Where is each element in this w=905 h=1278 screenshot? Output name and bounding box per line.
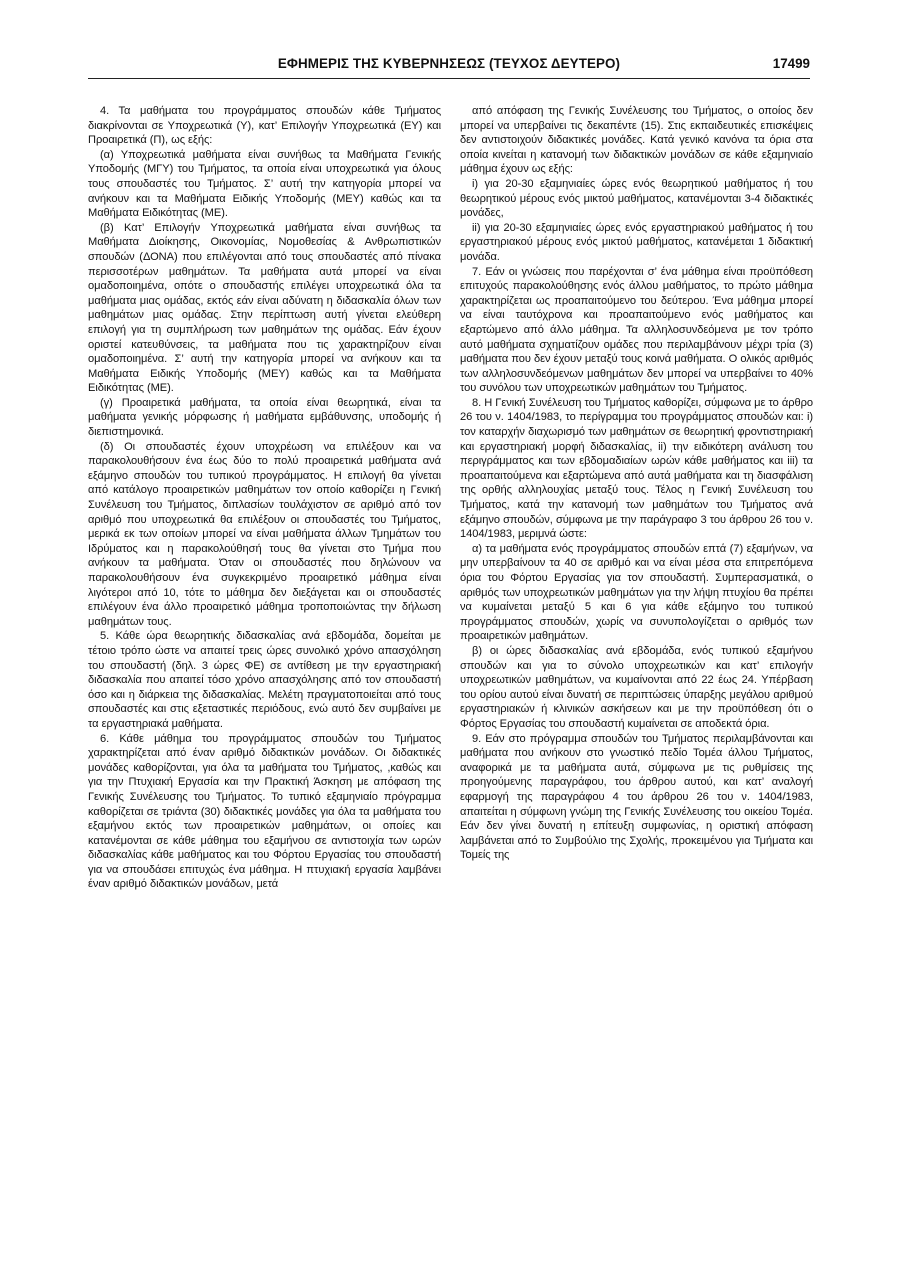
paragraph: 4. Τα μαθήματα του προγράμματος σπουδών κάθε Τμήματος διακρίνονται σε Υποχρεωτικά (Υ), κατ’ Επιλογήν Υποχρεωτικά (ΕΥ) και Προαιρετικά (Π), ως εξής: (88, 105, 441, 147)
paragraph: 8. Η Γενική Συνέλευση του Τμήματος καθορίζει, σύμφωνα με το άρθρο 26 του ν. 1404/1983, το περίγραμμα του προγράμματος σπουδών και: i) τον καταρχήν διαχωρισμό των μαθημάτων σε θεωρητική φροντιστηριακή και εργαστηριακή μορφή διδασκαλίας, ii) την ειδικότερη ανάλυση του περιγράμματος και των εβδομαδιαίων ωρών κάθε μαθήματος και iii) τα προαπαιτούμενα και εξαρτώμενα από αυτά μαθήματα και τη διασφάλιση της ορθής αλληλουχίας μεταξύ τους. Τέλος η Γενική Συνέλευση του Τμήματος, κατά την κατανομή των μαθημάτων του Τμήματος ανά εξάμηνο σπουδών, σύμφωνα με την παράγραφο 3 του άρθρου 26 του ν. 1404/1983, μεριμνά ώστε: (460, 396, 813, 541)
paragraph: 9. Εάν στο πρόγραμμα σπουδών του Τμήματος περιλαμβάνονται και μαθήματα που ανήκουν στο γνωστικό πεδίο Τομέα άλλου Τμήματος, αναφορικά με τα μαθήματα αυτά, σύμφωνα με τις ρυθμίσεις της προηγούμενης παραγράφου, του άρθρου αυτού, και κατ’ αναλογή εφαρμογή της παραγράφου 4 του άρθρου 26 του ν. 1404/1983, απαιτείται η σύμφωνη γνώμη της Γενικής Συνέλευσης του οικείου Τομέα. Εάν δεν γίνει δυνατή η επίτευξη συμφωνίας, η οριστική απόφαση λαμβάνεται από το Συμβούλιο της Σχολής, προκειμένου για Τμήματα και Τομείς της (460, 732, 813, 862)
paragraph: από απόφαση της Γενικής Συνέλευσης του Τμήματος, ο οποίος δεν μπορεί να υπερβαίνει τις δεκαπέντε (15). Στις εκπαιδευτικές επισκέψεις δεν αντιστοιχούν διδακτικές μονάδες. Κατά γενικό κανόνα τα όρια στα οποία κινείται η κατανομή των διδακτικών μονάδων σε κάθε εξαμηνιαίο μάθημα έχουν ως εξής: (460, 105, 813, 176)
page-number: 17499 (772, 56, 810, 71)
paragraph: 7. Εάν οι γνώσεις που παρέχονται σ’ ένα μάθημα είναι προϋπόθεση επιτυχούς παρακολούθησης ενός άλλου μαθήματος, το πρώτο μάθημα χαρακτηρίζεται ως προαπαιτούμενο του δεύτερου. Ένα μάθημα μπορεί να είναι ταυτόχρονα και προαπαιτούμενο ενός μαθήματος και εξαρτώμενο από άλλο μάθημα. Τα αλληλοσυνδεόμενα με τον τρόπο αυτό μαθήματα σχηματίζουν ομάδες που περιλαμβάνουν μέχρι τρία (3) μαθήματα που δεν έχουν μεταξύ τους κοινά μαθήματα. Ο ολικός αριθμός των αλληλοσυνδεόμενων μαθημάτων δεν μπορεί να υπερβαίνει το 40% του συνόλου των υποχρεωτικών μαθημάτων του Τμήματος. (460, 265, 813, 395)
paragraph: β) οι ώρες διδασκαλίας ανά εβδομάδα, ενός τυπικού εξαμήνου σπουδών και για το σύνολο υποχρεωτικών και κατ’ επιλογήν υποχρεωτικών μαθημάτων, να κυμαίνονται από 22 έως 24. Υπέρβαση του ορίου αυτού είναι δυνατή σε περιπτώσεις ύπαρξης μεγάλου αριθμού εργαστηριακών ή κλινικών ασκήσεων και με την προϋπόθεση ότι ο Φόρτος Εργασίας του σπουδαστή κυμαίνεται σε αποδεκτά όρια. (460, 644, 813, 730)
gazette-title: ΕΦΗΜΕΡΙΣ ΤΗΣ ΚΥΒΕΡΝΗΣΕΩΣ (ΤΕΥΧΟΣ ΔΕΥΤΕΡΟ) (277, 56, 621, 71)
paragraph: i) για 20-30 εξαμηνιαίες ώρες ενός θεωρητικού μαθήματος ή του θεωρητικού μέρους ενός μικτού μαθήματος, κατανέμονται 3-4 διδακτικές μονάδες, (460, 177, 813, 220)
paragraph: (δ) Οι σπουδαστές έχουν υποχρέωση να επιλέξουν και να παρακολουθήσουν ένα έως δύο το πολύ προαιρετικά μαθήματα ανά εξάμηνο σπουδών του τυπικού προγράμματος. Η επιλογή θα γίνεται από κατάλογο προαιρετικών μαθημάτων τον οποίο καθορίζει η Γενική Συνέλευση του Τμήματος, διπλασίων τουλάχιστον σε αριθμό από τον αριθμό που υποχρεωτικά θα επιλέξουν οι σπουδαστές του Τμήματος, μερικά εκ των οποίων μπορεί να είναι μαθήματα άλλων Τμημάτων του Ιδρύματος και η παρακολούθησή τους θα γίνεται στο Τμήμα που ανήκουν τα μαθήματα. Όταν οι σπουδαστές που δηλώνουν να παρακολουθήσουν ένα συγκεκριμένο προαιρετικό μάθημα είναι λιγότεροι από 10, τότε το μάθημα δεν διεξάγεται και οι σπουδαστές επιλέγουν ένα άλλο προαιρετικό μάθημα τροποποιώντας την δήλωση μαθημάτων τους. (88, 440, 441, 628)
paragraph: (β) Κατ’ Επιλογήν Υποχρεωτικά μαθήματα είναι συνήθως τα Μαθήματα Διοίκησης, Οικονομίας, Νομοθεσίας & Ανθρωπιστικών σπουδών (ΔΟΝΑ) που επιλέγονται από τους σπουδαστές από πίνακα περισσοτέρων μαθημάτων. Τα μαθήματα αυτά μπορεί να είναι ομαδοποιημένα, οπότε ο σπουδαστής επιλέγει υποχρεωτικά όλα τα μαθήματα μιας ομάδας, εκτός εάν είναι αδύνατη η διδασκαλία όλων των μαθημάτων μιας ομάδας. Στην περίπτωση αυτή γίνεται ελεύθερη επιλογή για τη συμπλήρωση των μαθημάτων της ομάδας. Εάν έχουν οριστεί κατευθύνσεις, τα μαθήματα που τις χαρακτηρίζουν είναι ομαδοποιημένα. Σ’ αυτή την κατηγορία μπορεί να ανήκουν και τα Μαθήματα Ειδικής Υποδομής (ΜΕΥ) καθώς και τα Μαθήματα Ειδικότητας (ΜΕ). (88, 221, 441, 395)
left-column (88, 104, 441, 892)
paragraph: α) τα μαθήματα ενός προγράμματος σπουδών επτά (7) εξαμήνων, να μην υπερβαίνουν τα 40 σε αριθμό και να είναι μέσα στα επιτρεπόμενα όρια του Φόρτου Εργασίας για τον σπουδαστή. Συμπερασματικά, ο αριθμός των υποχρεωτικών μαθημάτων για την λήψη πτυχίου θα πρέπει να κυμαίνεται μεταξύ 5 και 6 για κάθε εξάμηνο του τυπικού προγράμματος σπουδών, χωρίς να συνυπολογίζεται ο αριθμός των προαιρετικών μαθημάτων. (460, 542, 813, 643)
paragraph: (α) Υποχρεωτικά μαθήματα είναι συνήθως τα Μαθήματα Γενικής Υποδομής (ΜΓΥ) του Τμήματος, τα οποία είναι υποχρεωτικά για όλους τους σπουδαστές του Τμήματος. Σ’ αυτή την κατηγορία μπορεί να ανήκουν και τα Μαθήματα Ειδικής Υποδομής (ΜΕΥ) καθώς και τα Μαθήματα Ειδικότητας (ΜΕ). (88, 148, 441, 220)
paragraph: ii) για 20-30 εξαμηνιαίες ώρες ενός εργαστηριακού μαθήματος ή του εργαστηριακού μέρους ενός μικτού μαθήματος, κατανέμεται 1 διδακτική μονάδα. (460, 221, 813, 263)
paragraph: (γ) Προαιρετικά μαθήματα, τα οποία είναι θεωρητικά, είναι τα μαθήματα γενικής μόρφωσης ή μαθήματα εμβάθυνσης, υποδομής ή διεπιστημονικά. (88, 396, 441, 439)
paragraph: 5. Κάθε ώρα θεωρητικής διδασκαλίας ανά εβδομάδα, δομείται με τέτοιο τρόπο ώστε να απαιτεί τρεις ώρες συνολικό χρόνο απασχόληση του σπουδαστή (δηλ. 3 ώρες ΦΕ) σε αντίθεση με την εργαστηριακή διδασκαλία που απαιτεί τόσο χρόνο απασχόλησης από τον σπουδαστή όσο και η διάρκεια της διδασκαλίας. Μελέτη πραγματοποιείται από τους σπουδαστές και στις εξεταστικές περιόδους, ενώ αυτό δεν συμβαίνει με τα εργαστηριακά μαθήματα. (88, 630, 441, 730)
paragraph: 6. Κάθε μάθημα του προγράμματος σπουδών του Τμήματος χαρακτηρίζεται από έναν αριθμό διδακτικών μονάδων. Οι διδακτικές μονάδες καθορίζονται, για όλα τα μαθήματα του Τμήματος, ,καθώς και για την Πτυχιακή Εργασία και την Πρακτική Άσκηση με απόφαση της Γενικής Συνέλευσης του Τμήματος. Το τυπικό εξαμηνιαίο πρόγραμμα καθορίζεται σε τριάντα (30) διδακτικές μονάδες για όλα τα μαθήματα του εξαμήνου εκτός των προαιρετικών μαθημάτων, οι οποίες και κατανέμονται σε κάθε μάθημα του εξαμήνου σε αντιστοιχία των ωρών διδασκαλίας κάθε μαθήματος και του Φόρτου Εργασίας του σπουδαστή για να σπουδάσει επιτυχώς ένα μάθημα. Η πτυχιακή εργασία λαμβάνει έναν αριθμό διδακτικών μονάδων, μετά (88, 732, 441, 891)
right-column (460, 104, 813, 863)
header-divider (88, 78, 810, 79)
page-header (88, 56, 810, 78)
